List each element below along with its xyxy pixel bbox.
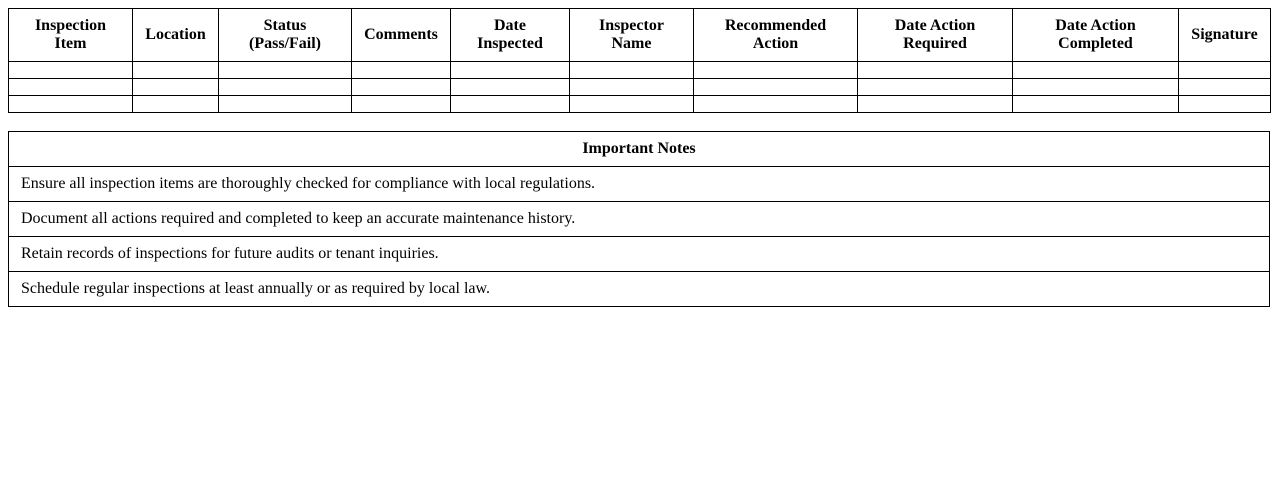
- table-cell[interactable]: [9, 79, 133, 96]
- inspection-log-table: [8, 8, 1271, 113]
- table-row: [9, 79, 1271, 96]
- note-row: [9, 237, 1270, 272]
- table-cell[interactable]: [133, 96, 219, 113]
- table-cell[interactable]: [570, 62, 694, 79]
- table-row: [9, 96, 1271, 113]
- note-item: Ensure all inspection items are thoroughly checked for compliance with local regulations.: [9, 167, 1270, 202]
- table-cell[interactable]: [352, 79, 451, 96]
- table-cell[interactable]: [694, 79, 858, 96]
- table-row: [9, 62, 1271, 79]
- table-cell[interactable]: [9, 96, 133, 113]
- note-row: [9, 272, 1270, 307]
- table-cell[interactable]: [133, 62, 219, 79]
- table-cell[interactable]: [9, 62, 133, 79]
- header-location: Location: [133, 9, 219, 62]
- important-notes-table: [8, 131, 1270, 307]
- table-cell[interactable]: [352, 96, 451, 113]
- table-cell[interactable]: [858, 62, 1013, 79]
- table-cell[interactable]: [1179, 79, 1271, 96]
- table-cell[interactable]: [219, 79, 352, 96]
- table-cell[interactable]: [1013, 62, 1179, 79]
- table-header-row: [9, 9, 1271, 62]
- table-cell[interactable]: [1179, 62, 1271, 79]
- header-date-action-required: Date Action Required: [858, 9, 1013, 62]
- notes-title: Important Notes: [9, 132, 1270, 167]
- table-cell[interactable]: [219, 62, 352, 79]
- note-item: Schedule regular inspections at least annually or as required by local law.: [9, 272, 1270, 307]
- note-row: [9, 202, 1270, 237]
- notes-header-row: [9, 132, 1270, 167]
- table-cell[interactable]: [451, 79, 570, 96]
- note-item: Retain records of inspections for future audits or tenant inquiries.: [9, 237, 1270, 272]
- header-date-inspected: Date Inspected: [451, 9, 570, 62]
- table-cell[interactable]: [1013, 96, 1179, 113]
- note-row: [9, 167, 1270, 202]
- note-item: Document all actions required and completed to keep an accurate maintenance history.: [9, 202, 1270, 237]
- table-cell[interactable]: [451, 62, 570, 79]
- table-cell[interactable]: [1179, 96, 1271, 113]
- table-cell[interactable]: [352, 62, 451, 79]
- header-status: Status (Pass/Fail): [219, 9, 352, 62]
- table-cell[interactable]: [858, 79, 1013, 96]
- header-recommended-action: Recommended Action: [694, 9, 858, 62]
- header-inspector-name: Inspector Name: [570, 9, 694, 62]
- table-cell[interactable]: [858, 96, 1013, 113]
- header-signature: Signature: [1179, 9, 1271, 62]
- header-inspection-item: Inspection Item: [9, 9, 133, 62]
- table-cell[interactable]: [133, 79, 219, 96]
- table-cell[interactable]: [1013, 79, 1179, 96]
- table-cell[interactable]: [219, 96, 352, 113]
- table-cell[interactable]: [570, 96, 694, 113]
- table-cell[interactable]: [570, 79, 694, 96]
- table-cell[interactable]: [694, 62, 858, 79]
- table-cell[interactable]: [451, 96, 570, 113]
- header-comments: Comments: [352, 9, 451, 62]
- header-date-action-completed: Date Action Completed: [1013, 9, 1179, 62]
- table-cell[interactable]: [694, 96, 858, 113]
